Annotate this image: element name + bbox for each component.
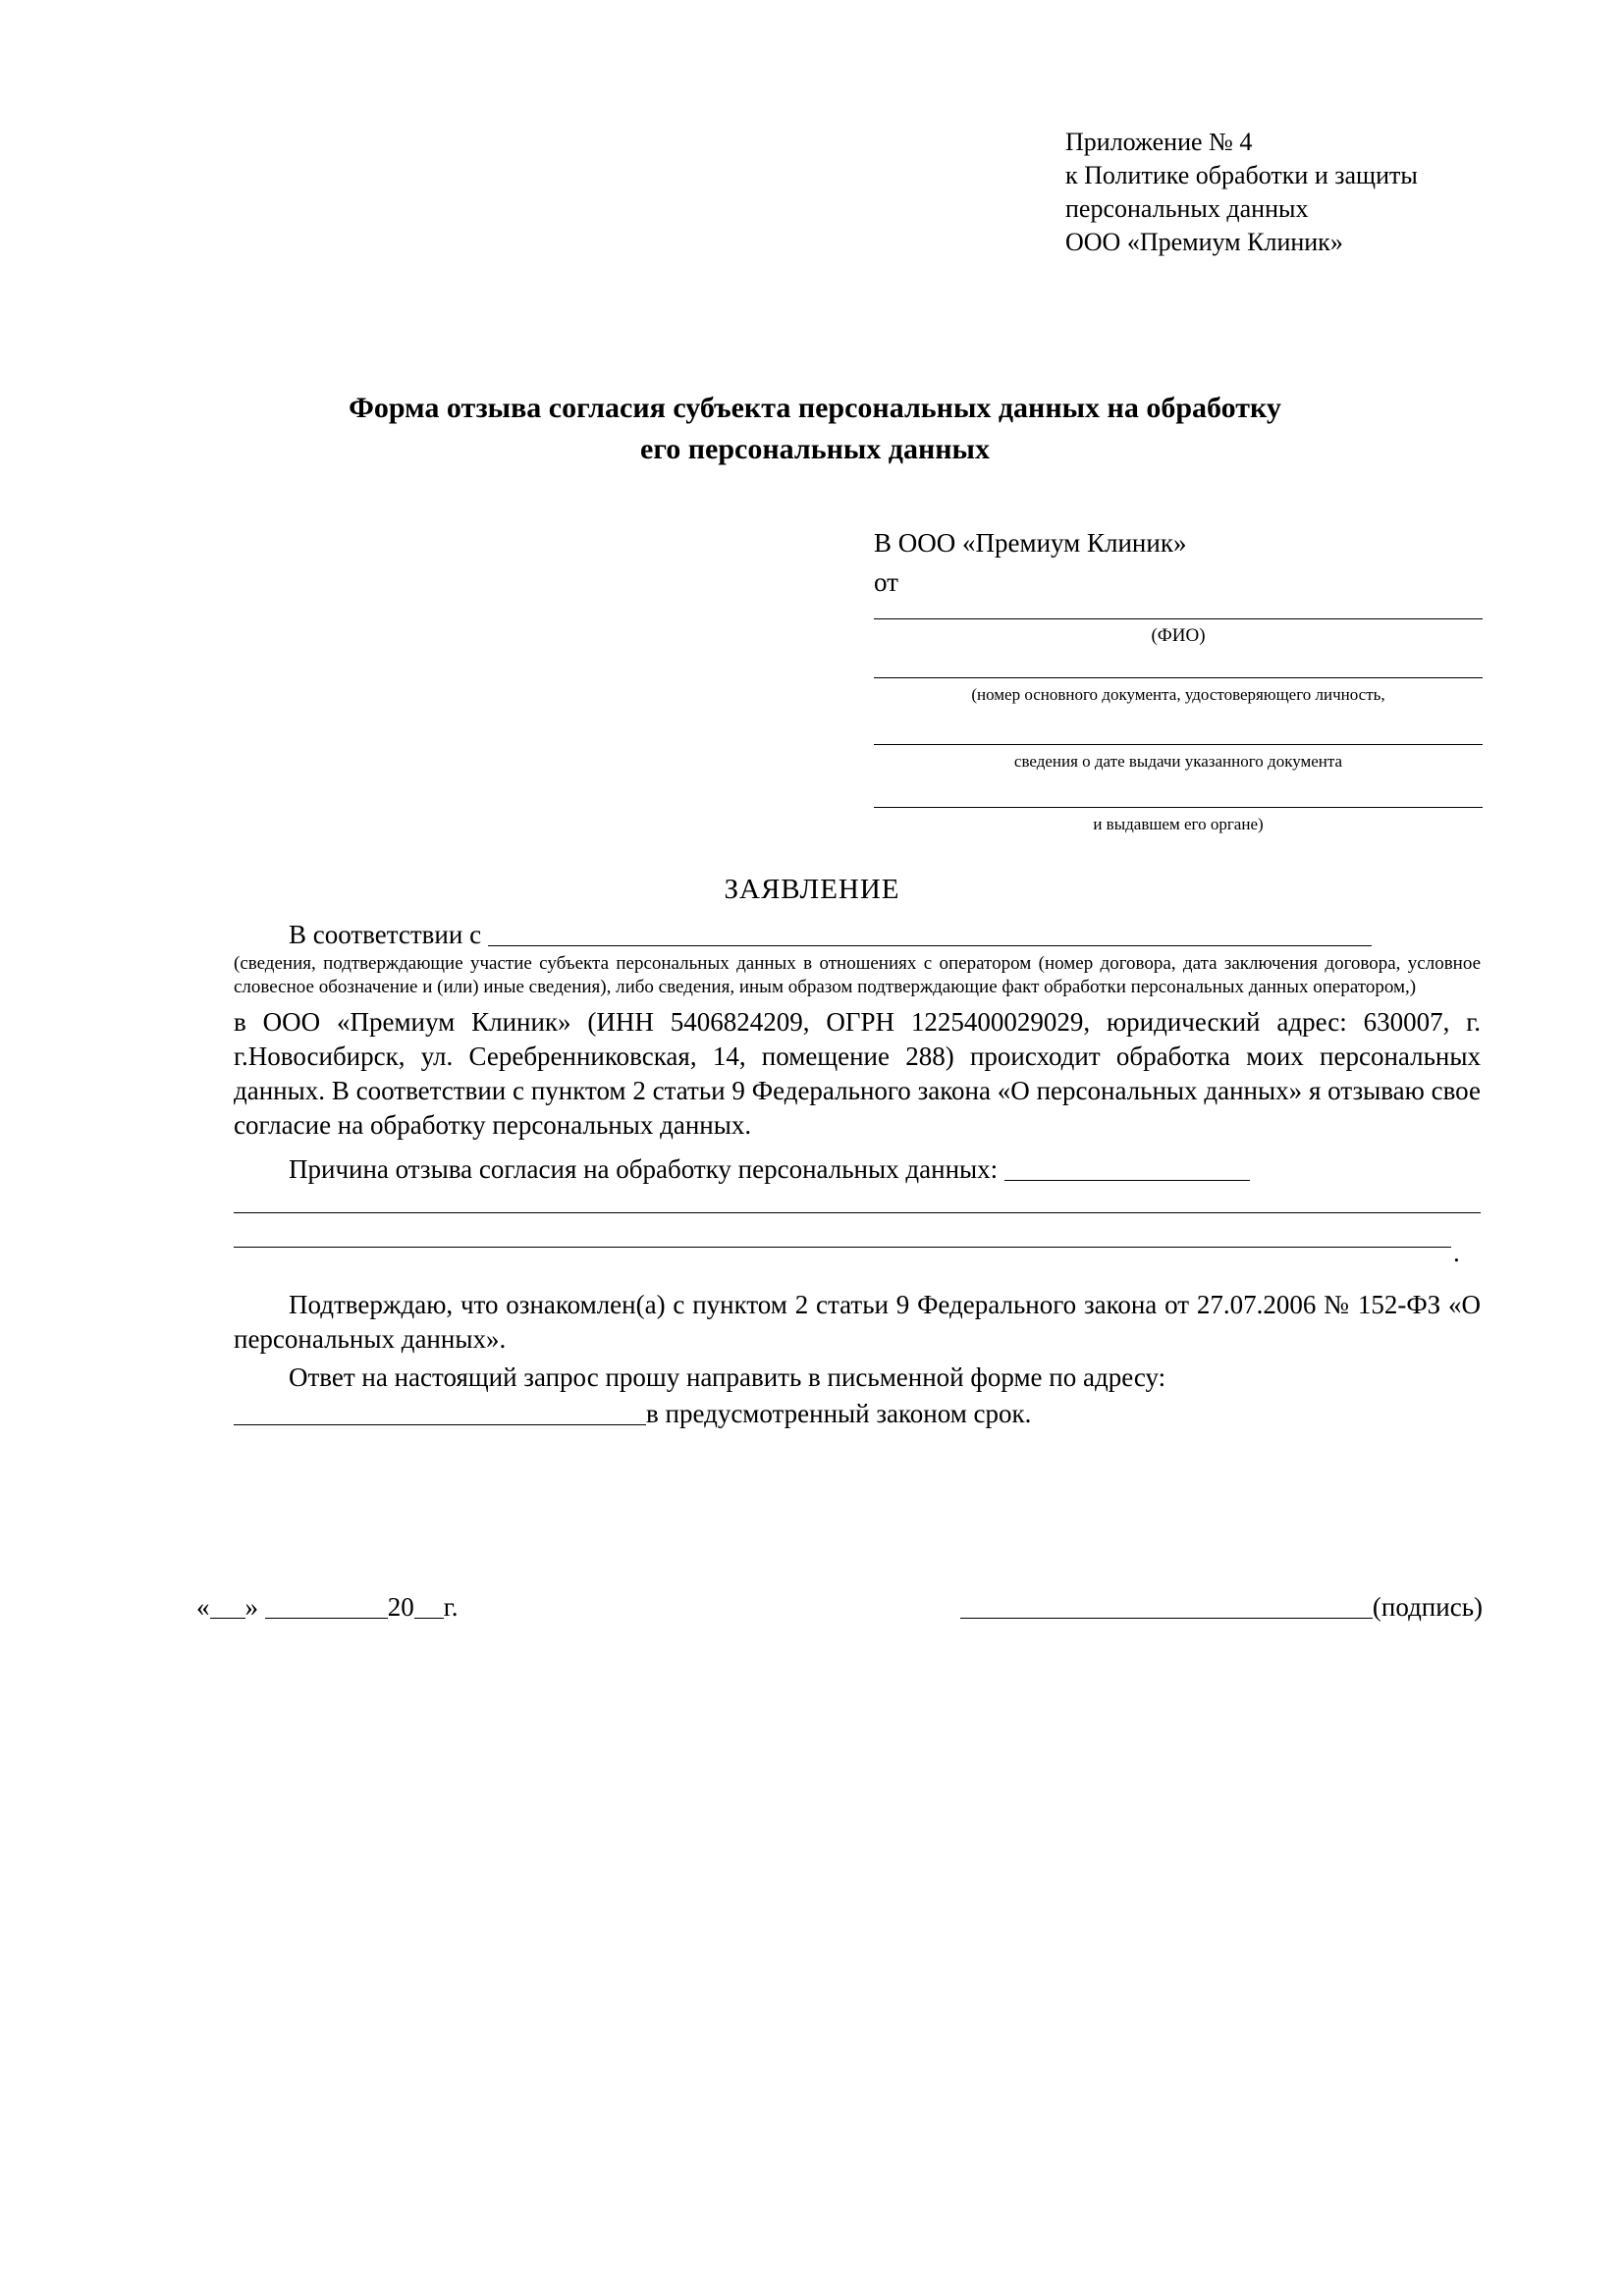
signature-blank[interactable] (960, 1594, 1373, 1619)
reason-fill-rule-3[interactable] (234, 1247, 1451, 1248)
header-line-1: Приложение № 4 (1065, 128, 1253, 156)
addressee-block (874, 525, 1483, 600)
fine-print: (сведения, подтверждающие участие субъекта персональных данных в отношениях с оператором (номер договора, дата заключения договора, условное словесное обозначение и (или) иные сведения), либо сведения, иным образом подтверждающие факт обработки персональных данных оператором,) (234, 953, 1481, 997)
doc-number-field-rule[interactable] (874, 677, 1483, 678)
year-prefix: 20 (387, 1592, 414, 1622)
confirm-paragraph: Подтверждаю, что ознакомлен(а) с пунктом 2 статьи 9 Федерального закона от 27.07.2006 № 152-ФЗ «О персональных данных». (234, 1290, 1481, 1354)
signature-caption: (подпись) (1372, 1592, 1483, 1622)
reason-line (234, 1152, 1481, 1187)
reason-end-dot: . (1453, 1238, 1460, 1267)
header-annex-block (1065, 126, 1576, 259)
addressee-to: В ООО «Премиум Клиник» (874, 528, 1187, 558)
doc-number-caption: (номер основного документа, удостоверяющего личность, (971, 685, 1385, 704)
day-blank[interactable] (210, 1594, 245, 1619)
answer-paragraph: Ответ на настоящий запрос прошу направить в письменной форме по адресу: (289, 1362, 1166, 1392)
date-field[interactable] (196, 1590, 459, 1624)
statement-heading: ЗАЯВЛЕНИЕ (724, 874, 900, 905)
reason-fill-rule-2[interactable] (234, 1212, 1481, 1213)
page-title-line-2: его персональных данных (640, 433, 990, 465)
intro-fill-rule[interactable] (488, 921, 1372, 946)
main-paragraph: в ООО «Премиум Клиник» (ИНН 5406824209, ОГРН 1225400029029, юридический адрес: 630007, г. г.Новосибирск, ул. Серебренниковская, 14, помещение 288) происходит обработка моих персональных данных. В соответствии с пунктом 2 статьи 9 Федерального закона «О персональных данных» я отзываю свое согласие на обработку персональных данных. (234, 1007, 1481, 1140)
intro-prefix: В соответствии с (289, 920, 482, 949)
year-suffix: г. (443, 1592, 459, 1622)
date-close-quote: » (244, 1592, 258, 1622)
intro-line (234, 918, 1481, 952)
doc-date-field-rule[interactable] (874, 744, 1483, 745)
reason-fill-rule-1[interactable] (1004, 1155, 1250, 1181)
fio-field-rule[interactable] (874, 618, 1483, 619)
answer-tail: в предусмотренный законом срок. (646, 1399, 1032, 1428)
date-open-quote: « (196, 1592, 210, 1622)
reason-label: Причина отзыва согласия на обработку персональных данных: (289, 1154, 999, 1184)
answer-address-line (234, 1397, 1481, 1431)
statement-body (234, 918, 1481, 1431)
header-line-4: ООО «Премиум Клиник» (1065, 228, 1343, 256)
page-title-line-1: Форма отзыва согласия субъекта персональных данных на обработку (349, 392, 1281, 424)
page-title (236, 388, 1394, 470)
doc-issuer-field-rule[interactable] (874, 807, 1483, 808)
addressee-from-label: от (874, 567, 898, 597)
fio-caption: (ФИО) (1151, 625, 1206, 646)
answer-address-rule[interactable] (234, 1400, 646, 1425)
header-line-2: к Политике обработки и защиты (1065, 161, 1418, 189)
doc-date-caption: сведения о дате выдачи указанного документа (1013, 752, 1343, 771)
doc-issuer-caption: и выдавшем его органе) (1093, 815, 1264, 833)
header-line-3: персональных данных (1065, 194, 1309, 223)
signature-field[interactable] (960, 1590, 1483, 1624)
year-blank[interactable] (414, 1594, 444, 1619)
month-blank[interactable] (265, 1594, 388, 1619)
